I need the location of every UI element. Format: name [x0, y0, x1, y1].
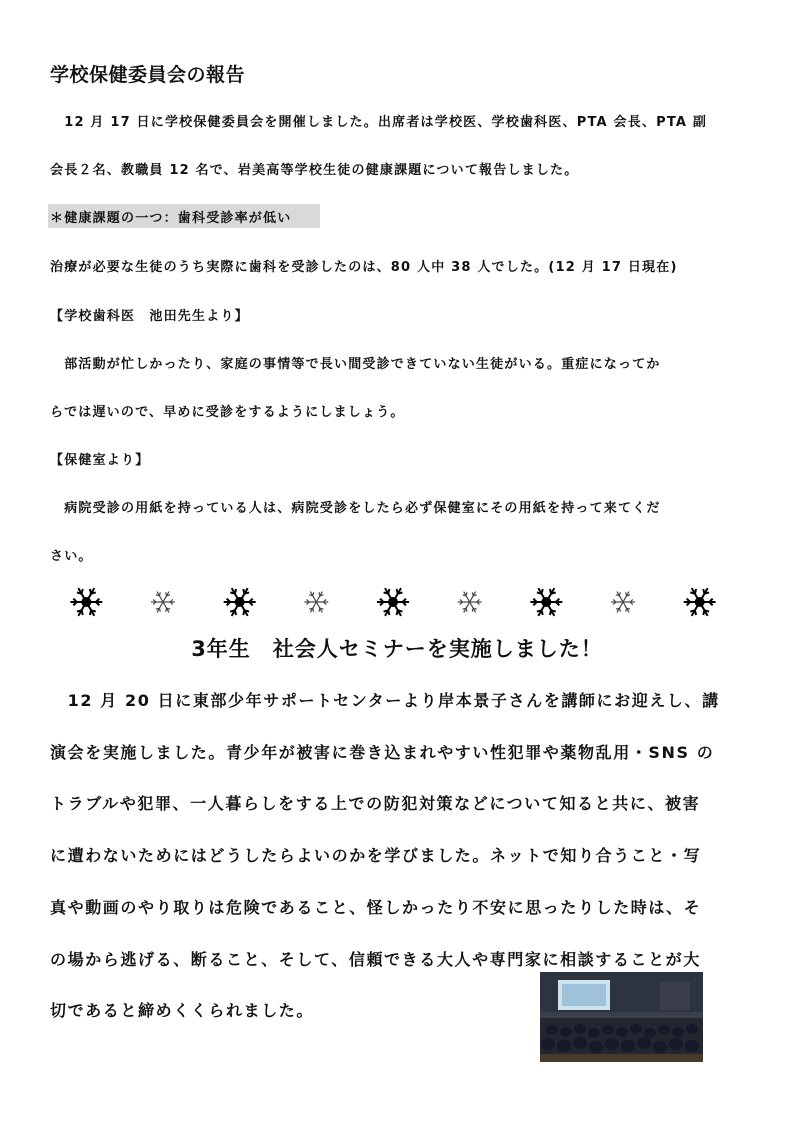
- intro-line-1: 12 月 17 日に学校保健委員会を開催しました。出席者は学校医、学校歯科医、PTA 会長、PTA 副: [50, 115, 708, 130]
- snowflake-icon: [377, 588, 409, 616]
- seminar-line-7: 切であると締めくくられました。: [50, 1001, 315, 1020]
- dentist-line-1: 部活動が忙しかったり、家庭の事情等で長い間受診できていない生徒がいる。重症になってか: [50, 357, 661, 372]
- snowflake-icon: [70, 588, 102, 616]
- issue-heading: ＊健康課題の一つ：歯科受診率が低い: [50, 211, 292, 226]
- snowflake-divider: [48, 585, 738, 619]
- snowflake-icon: [224, 588, 256, 616]
- seminar-line-2: 演会を実施しました。青少年が被害に巻き込まれやすい性犯罪や薬物乱用・SNS の: [50, 743, 715, 762]
- snowflake-icon: [684, 588, 716, 616]
- issue-detail: 治療が必要な生徒のうち実際に歯科を受診したのは、80 人中 38 人でした。(12 月 17 日現在): [50, 260, 678, 275]
- seminar-line-5: 真や動画のやり取りは危険であること、怪しかったり不安に思ったりした時は、そ: [50, 898, 702, 917]
- seminar-line-4: に遭わないためにはどうしたらよいのかを学びました。ネットで知り合うこと・写: [50, 846, 702, 865]
- section-title-health-committee: 学校保健委員会の報告: [50, 64, 246, 86]
- snowflake-icon: [530, 588, 562, 616]
- office-heading: 【保健室より】: [50, 453, 150, 468]
- seminar-line-6: の場から逃げる、断ること、そして、信頼できる大人や専門家に相談することが大: [50, 950, 701, 969]
- snowflake-icon: [458, 592, 482, 613]
- office-line-1: 病院受診の用紙を持っている人は、病院受診をしたら必ず保健室にその用紙を持って来てくだ: [50, 501, 661, 516]
- dentist-heading: 【学校歯科医 池田先生より】: [50, 309, 249, 324]
- seminar-photo: [540, 972, 703, 1062]
- snowflake-icon: [304, 592, 328, 613]
- intro-line-2: 会長２名、教職員 12 名で、岩美高等学校生徒の健康課題について報告しました。: [50, 163, 579, 178]
- seminar-line-3: トラブルや犯罪、一人暮らしをする上での防犯対策などについて知ると共に、被害: [50, 794, 701, 813]
- snowflake-icon: [151, 592, 175, 613]
- snowflake-icon: [611, 592, 635, 613]
- seminar-line-1: 12 月 20 日に東部少年サポートセンターより岸本景子さんを講師にお迎えし、講: [50, 691, 720, 710]
- section-title-seminar: 3年生 社会人セミナーを実施しました！: [191, 637, 603, 661]
- office-line-2: さい。: [50, 549, 93, 564]
- dentist-line-2: らでは遅いので、早めに受診をするようにしましょう。: [50, 405, 405, 420]
